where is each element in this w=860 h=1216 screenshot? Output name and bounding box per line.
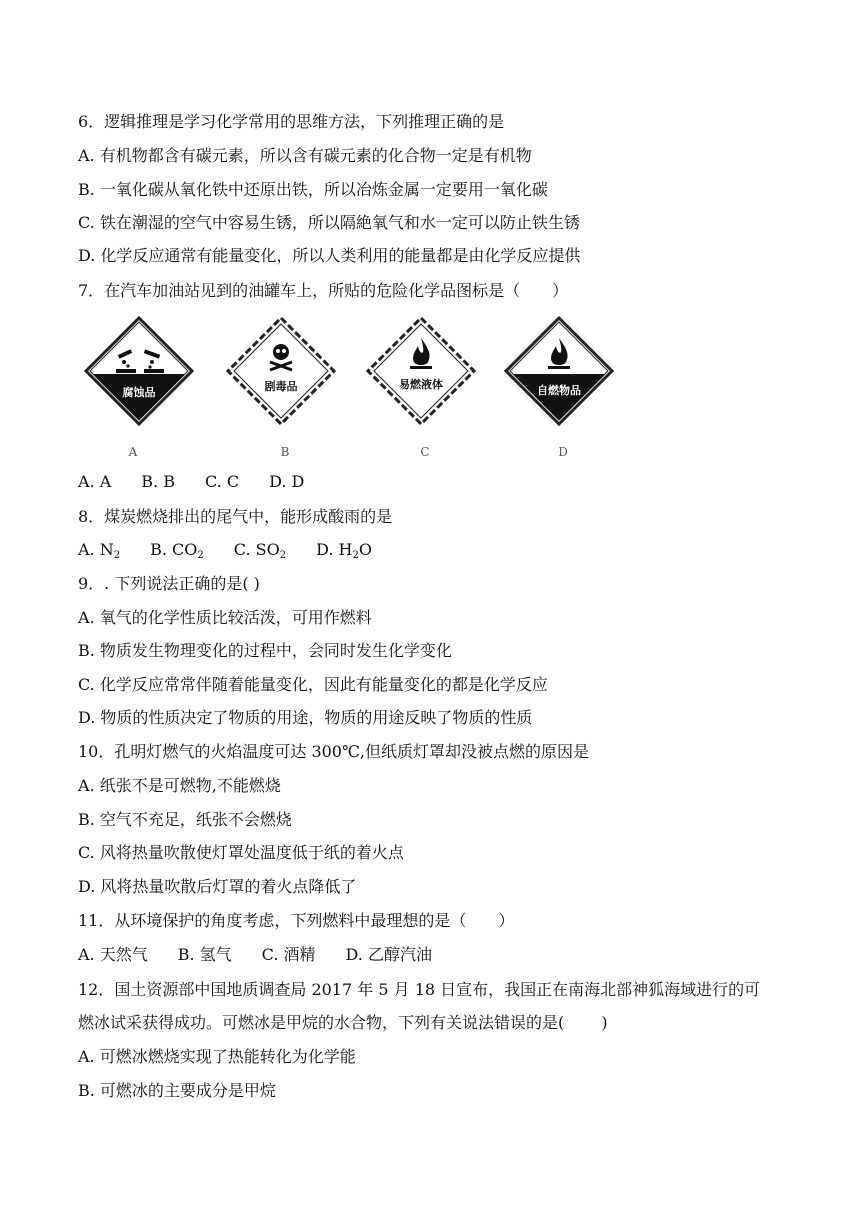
- spontaneous-combustion-sign: [504, 316, 614, 426]
- subscript: 2: [197, 550, 204, 561]
- question-7-options: [78, 472, 304, 492]
- question-8-options: [78, 540, 372, 566]
- question-9-option-d: D. 物质的性质决定了物质的用途，物质的用途反映了物质的性质: [78, 708, 533, 727]
- question-8-option-b: [150, 540, 204, 559]
- question-8-option-d: [316, 540, 372, 559]
- question-9-stem: 9．. 下列说法正确的是( ): [78, 574, 260, 593]
- subscript: 2: [279, 550, 287, 561]
- formula-text: C. SO: [233, 540, 280, 559]
- question-10-option-d: D. 风将热量吹散后灯罩的着火点降低了: [78, 877, 357, 896]
- question-6-option-a: A. 有机物都含有碳元素，所以含有碳元素的化合物一定是有机物: [78, 146, 532, 165]
- question-6-stem: 6．逻辑推理是学习化学常用的思维方法，下列推理正确的是: [78, 112, 505, 131]
- question-11-stem: 11．从环境保护的角度考虑，下列燃料中最理想的是（ ）: [78, 911, 515, 930]
- sign-a-letter: A: [128, 445, 138, 459]
- flammable-liquid-sign: [366, 316, 476, 426]
- question-10-stem: 10．孔明灯燃气的火焰温度可达 300℃,但纸质灯罩却没被点燃的原因是: [78, 742, 589, 761]
- question-8-option-c: [234, 540, 286, 559]
- question-11-option-a: A. 天然气: [78, 945, 148, 964]
- formula-text: O: [358, 540, 372, 559]
- question-11-option-c: C. 酒精: [261, 945, 316, 964]
- formula-text: A. N: [78, 540, 114, 559]
- question-11-option-d: D. 乙醇汽油: [345, 945, 432, 964]
- question-10-option-b: B. 空气不充足，纸张不会燃烧: [78, 810, 292, 829]
- subscript: 2: [352, 550, 359, 561]
- question-7-stem: 7．在汽车加油站见到的油罐车上，所贴的危险化学品图标是（ ）: [78, 281, 569, 300]
- question-9-option-c: C. 化学反应常常伴随着能量变化，因此有能量变化的都是化学反应: [78, 675, 548, 694]
- question-6-option-b: B. 一氧化碳从氧化铁中还原出铁，所以冶炼金属一定要用一氧化碳: [78, 180, 548, 199]
- question-6-option-c: C. 铁在潮湿的空气中容易生锈，所以隔絶氧气和水一定可以防止铁生锈: [78, 213, 580, 232]
- sign-c-letter: C: [420, 445, 430, 459]
- question-12-stem-line2: 燃冰试采获得成功。可燃冰是甲烷的水合物，下列有关说法错误的是( ): [78, 1013, 608, 1032]
- question-8-stem: 8．煤炭燃烧排出的尾气中，能形成酸雨的是: [78, 507, 393, 526]
- question-9-option-b: B. 物质发生物理变化的过程中，会同时发生化学变化: [78, 641, 452, 660]
- sign-b-label: 剧毒品: [264, 380, 298, 393]
- question-12-stem-line1: 12．国土资源部中国地质调查局 2017 年 5 月 18 日宣布，我国正在南海北部神狐海域进行的可: [78, 980, 761, 999]
- formula-text: B. CO: [150, 540, 198, 559]
- sign-c-label: 易燃液体: [399, 378, 443, 391]
- sign-d-label: 自燃物品: [537, 384, 581, 397]
- hazard-signs-figure: [78, 308, 620, 466]
- question-7-option-b: B. B: [141, 472, 175, 491]
- question-10-option-c: C. 风将热量吹散使灯罩处温度低于纸的着火点: [78, 843, 404, 862]
- sign-a-label: 腐蚀品: [122, 386, 156, 399]
- corrosive-sign: [84, 316, 194, 426]
- formula-text: D. H: [316, 540, 353, 559]
- question-12-option-a: A. 可燃冰燃烧实现了热能转化为化学能: [78, 1047, 356, 1066]
- question-8-option-a: [78, 540, 120, 559]
- question-7-option-a: A. A: [78, 472, 112, 491]
- sign-b-letter: B: [280, 445, 290, 459]
- question-10-option-a: A. 纸张不是可燃物,不能燃烧: [78, 776, 281, 795]
- question-11-options: [78, 945, 432, 965]
- question-7-option-c: C. C: [204, 472, 240, 491]
- question-12-option-b: B. 可燃冰的主要成分是甲烷: [78, 1081, 276, 1100]
- question-11-option-b: B. 氢气: [177, 945, 232, 964]
- subscript: 2: [113, 550, 121, 561]
- question-9-option-a: A. 氧气的化学性质比较活泼，可用作燃料: [78, 608, 372, 627]
- toxic-sign: [226, 316, 336, 426]
- sign-d-letter: D: [558, 445, 568, 459]
- question-7-option-d: D. D: [269, 472, 305, 491]
- question-6-option-d: D. 化学反应通常有能量变化，所以人类利用的能量都是由化学反应提供: [78, 246, 581, 265]
